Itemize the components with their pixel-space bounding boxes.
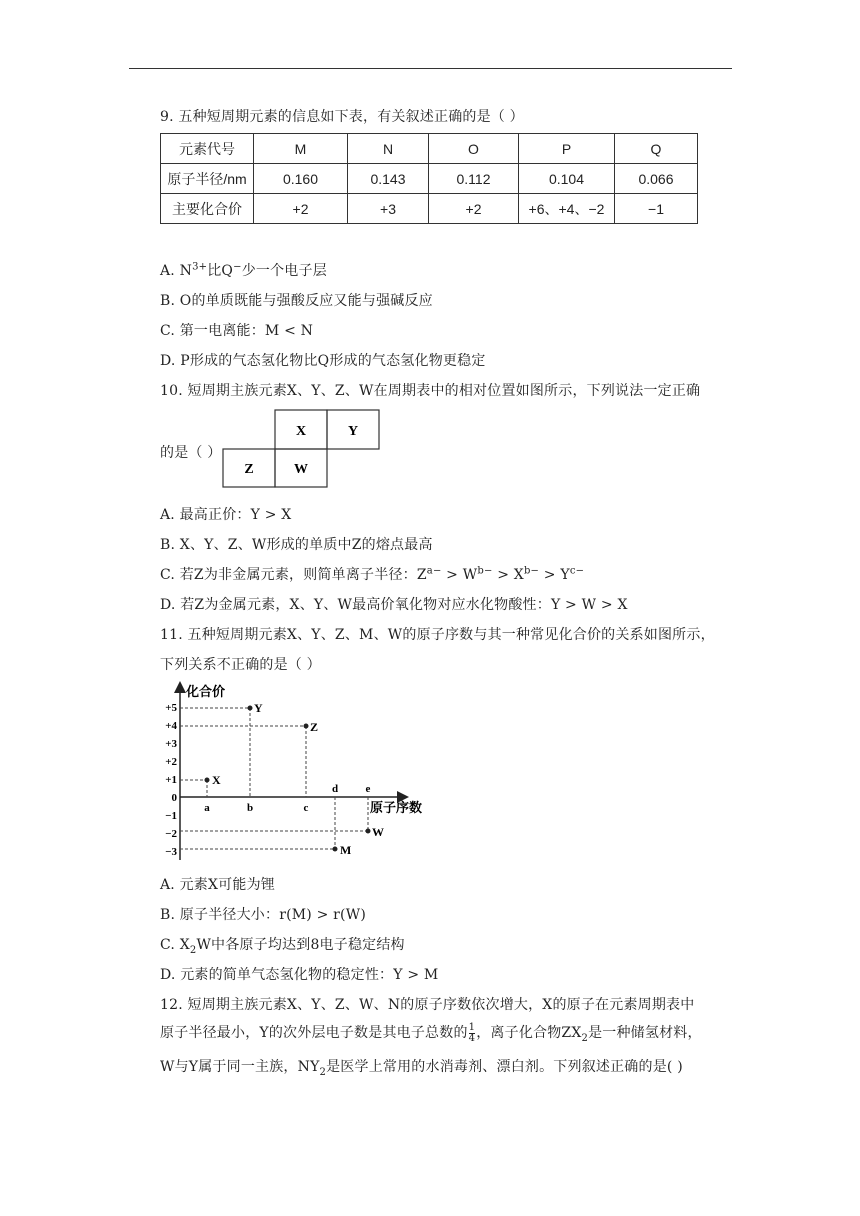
x-tick-label: c (303, 802, 309, 814)
x-axis-label: 原子序数 (370, 800, 423, 815)
point-label: Y (254, 701, 263, 715)
q9-stem: 9. 五种短周期元素的信息如下表，有关叙述正确的是（ ） (160, 109, 524, 125)
q11-stem-continued: 下列关系不正确的是（ ） (160, 657, 321, 673)
table-cell: +6、+4、−2 (519, 194, 615, 224)
y-tick-label: +2 (165, 756, 177, 768)
y-axis-label: 化合价 (186, 684, 226, 699)
q12-stem-line-2: 原子半径最小，Y的次外层电子数是其电子总数的 $\frac{1}{4}$ ，离子化合物$ZX_2$是一种储氢材料， (160, 1021, 702, 1044)
table-row (161, 134, 698, 164)
valence-vs-atomic-number-chart (158, 680, 438, 862)
q10-stem: 10. 短周期主族元素X、Y、Z、W在周期表中的相对位置如图所示，下列说法一定正确 (160, 383, 701, 399)
q10-option-b: B. X、Y、Z、W形成的单质中Z的熔点最高 (160, 537, 433, 553)
point-x (205, 778, 210, 783)
table-header-cell: N (348, 134, 429, 164)
cell-x-label: X (295, 424, 307, 439)
point-w (366, 829, 371, 834)
table-cell: +2 (254, 194, 348, 224)
periodic-position-diagram (220, 409, 384, 489)
y-tick-label: +3 (165, 738, 177, 750)
q12-stem-line-3: W与Y属于同一主族，$NY_2$是医学上常用的水消毒剂、漂白剂。下列叙述正确的是( ) (160, 1059, 683, 1078)
cell-y-label: Y (347, 424, 359, 439)
q10-option-d: D. 若Z为金属元素，X、Y、W最高价氧化物对应水化物酸性：Y > W > X (160, 597, 628, 613)
table-header-cell: Q (615, 134, 698, 164)
table-cell: 0.066 (615, 164, 698, 194)
x-tick-label: d (331, 783, 339, 795)
header-rule (129, 68, 732, 69)
point-label: M (340, 843, 352, 857)
q9-option-d: D. P形成的气态氢化物比Q形成的气态氢化物更稳定 (160, 353, 486, 369)
point-label: W (372, 825, 384, 839)
table-cell: 原子半径/nm (161, 164, 254, 194)
table-header-cell: P (519, 134, 615, 164)
q9-option-c: C. 第一电离能：M < N (160, 323, 314, 339)
table-cell: 0.104 (519, 164, 615, 194)
y-tick-label: −1 (165, 810, 177, 822)
table-row (161, 194, 698, 224)
point-label: X (212, 773, 221, 787)
y-tick-label: +5 (165, 702, 177, 714)
table-cell: −1 (615, 194, 698, 224)
q11-option-a: A. 元素X可能为锂 (160, 877, 275, 893)
q10-option-c: C. 若Z为非金属元素，则简单离子半径：$Z^{a-} > W^{b-} > X^{b-} > Y^{c-}$ (160, 565, 585, 583)
y-tick-label: 0 (171, 792, 177, 804)
table-cell: +2 (429, 194, 519, 224)
point-y (248, 706, 253, 711)
y-tick-label: −2 (165, 828, 177, 840)
q12-stem-line-1: 12. 短周期主族元素X、Y、Z、W、N的原子序数依次增大，X的原子在元素周期表中 (160, 997, 695, 1013)
x-tick-label: e (365, 783, 371, 795)
q9-option-b: B. O的单质既能与强酸反应又能与强碱反应 (160, 293, 433, 309)
y-tick-label: +4 (165, 720, 177, 732)
q10-stem-continued: 的是（ ） (160, 445, 222, 461)
q10-option-a: A. 最高正价：Y > X (160, 507, 292, 523)
table-cell: 主要化合价 (161, 194, 254, 224)
q11-option-b: B. 原子半径大小：r(M) > r(W) (160, 907, 366, 923)
table-cell: 0.143 (348, 164, 429, 194)
y-tick-label: +1 (165, 774, 177, 786)
q11-option-c: C. $X_2W$中各原子均达到8电子稳定结构 (160, 937, 405, 956)
table-header-cell: 元素代号 (161, 134, 254, 164)
table-header-cell: M (254, 134, 348, 164)
table-cell: 0.112 (429, 164, 519, 194)
x-tick-label: b (246, 802, 254, 814)
q11-option-d: D. 元素的简单气态氢化物的稳定性：Y > M (160, 967, 439, 983)
q9-option-a: A. $N^{3+}$比Q−少一个电子层 (160, 261, 327, 279)
element-info-table (160, 133, 698, 224)
y-tick-label: −3 (165, 846, 177, 858)
point-m (333, 847, 338, 852)
cell-z-label: Z (244, 462, 254, 477)
table-cell: 0.160 (254, 164, 348, 194)
x-tick-label: a (204, 802, 210, 814)
cell-w-label: W (294, 462, 308, 477)
point-z (304, 724, 309, 729)
fraction-one-quarter: $\frac{1}{4}$ (468, 1021, 476, 1044)
table-row (161, 164, 698, 194)
table-header-cell: O (429, 134, 519, 164)
point-label: Z (310, 720, 319, 734)
q11-stem: 11. 五种短周期元素X、Y、Z、M、W的原子序数与其一种常见化合价的关系如图所示， (160, 627, 715, 643)
table-cell: +3 (348, 194, 429, 224)
